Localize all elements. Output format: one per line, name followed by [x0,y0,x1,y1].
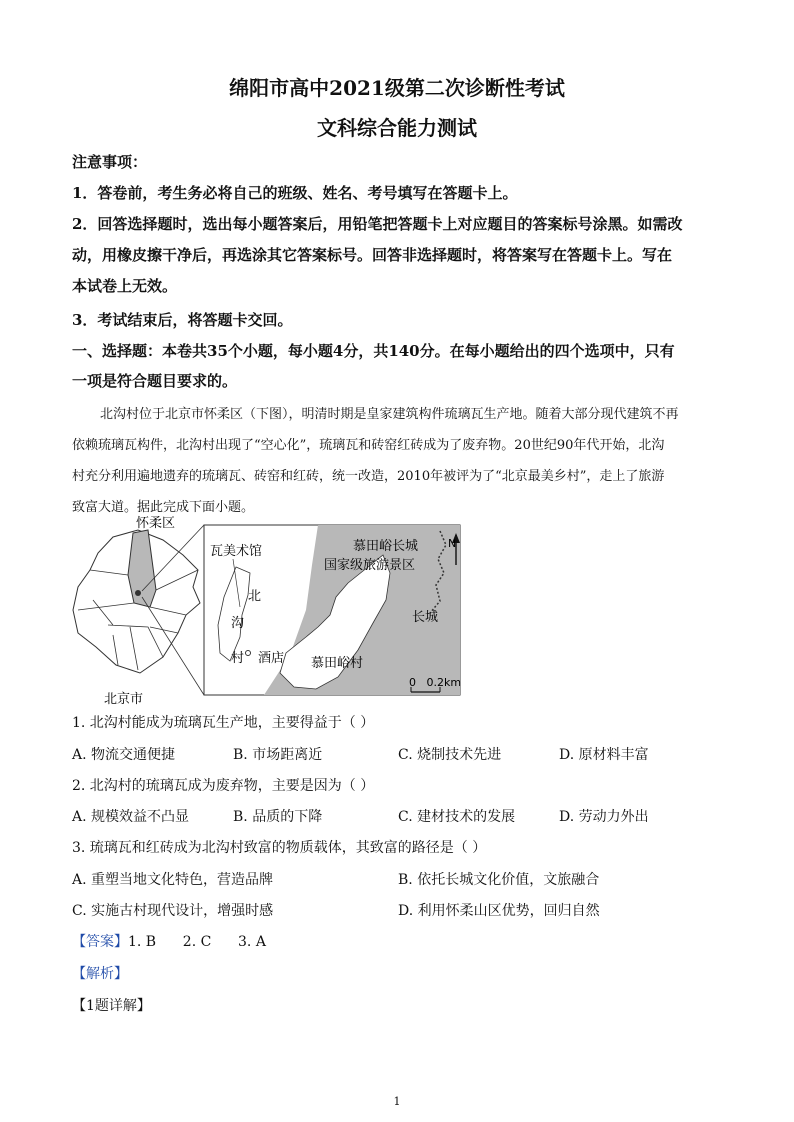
question-2-option-a: A. 规模效益不凸显 [72,809,190,825]
notice-item-2-line2: 动，用橡皮擦干净后，再选涂其它答案标号。回答非选择题时，将答案写在答题卡上。写在 [72,246,673,264]
map-label-museum: 瓦美术馆 [210,544,263,559]
passage-line2: 依赖琉璃瓦构件，北沟村出现了“空心化”，琉璃瓦和砖窑红砖成为了废弃物。20世纪90年代开始，北沟 [72,438,665,453]
location-map [68,515,468,710]
answer-values: 1. B 2. C 3. A [128,934,266,950]
answer-label: 【答案】 [72,934,128,950]
beijing-district-map [73,530,200,673]
map-label-greatwall: 长城 [412,610,439,625]
question-1-stem: 1. 北沟村能成为琉璃瓦生产地，主要得益于（ ） [72,715,375,731]
question-1-option-d: D. 原材料丰富 [559,747,649,763]
question-2-option-c: C. 建材技术的发展 [398,809,516,825]
question-1-option-b: B. 市场距离近 [233,747,323,763]
north-arrow-label: N [448,537,457,550]
question-1-option-c: C. 烧制技术先进 [398,747,502,763]
notice-heading: 注意事项： [72,153,148,171]
map-label-hotel: 酒店 [258,651,285,666]
notice-item-3: 3．考试结束后，将答题卡交回。 [72,311,293,329]
detail-label: 【1题详解】 [72,998,151,1014]
exam-subtitle: 文科综合能力测试 [317,116,477,140]
question-3-option-c: C. 实施古村现代设计，增强时感 [72,903,274,919]
map-label-mutianyu-line2: 国家级旅游景区 [324,558,416,573]
section-heading-line2: 一项是符合题目要求的。 [72,372,238,390]
analysis-label: 【解析】 [72,966,128,982]
map-label-beigou-3: 村 [231,651,245,666]
notice-item-2-line3: 本试卷上无效。 [72,277,178,295]
map-label-mutianyu-line1: 慕田峪长城 [353,539,419,554]
exam-title: 绵阳市高中2021级第二次诊断性考试 [229,76,565,100]
question-3-option-d: D. 利用怀柔山区优势，回归自然 [398,903,600,919]
scale-label: 0 0.2km [409,676,462,689]
question-1-option-a: A. 物流交通便捷 [72,747,176,763]
beigou-location-dot [135,590,141,596]
map-label-beigou-1: 北 [248,589,262,604]
map-label-beigou-2: 沟 [231,616,245,631]
question-3-option-a: A. 重塑当地文化特色，营造品牌 [72,872,274,888]
map-label-huairou: 怀柔区 [136,516,176,531]
page-number: 1 [393,1095,401,1108]
answer-row [72,931,266,951]
question-3-option-b: B. 依托长城文化价值，文旅融合 [398,872,600,888]
question-2-stem: 2. 北沟村的琉璃瓦成为废弃物，主要是因为（ ） [72,778,375,794]
notice-item-1: 1．答卷前，考生务必将自己的班级、姓名、考号填写在答题卡上。 [72,184,518,202]
passage-line4: 致富大道。据此完成下面小题。 [72,500,255,515]
map-label-beijing: 北京市 [104,692,144,707]
question-2-option-d: D. 劳动力外出 [559,809,649,825]
passage-line1: 北沟村位于北京市怀柔区（下图），明清时期是皇家建筑构件琉璃瓦生产地。随着大部分现代建筑不再 [100,407,679,422]
passage-line3: 村充分利用遍地遗弃的琉璃瓦、砖窑和红砖，统一改造，2010年被评为了“北京最美乡村”，走上了旅游 [72,469,665,484]
question-2-option-b: B. 品质的下降 [233,809,323,825]
question-3-stem: 3. 琉璃瓦和红砖成为北沟村致富的物质载体，其致富的路径是（ ） [72,840,487,856]
section-heading-line1: 一、选择题：本卷共35个小题，每小题4分，共140分。在每小题给出的四个选项中，只有 [72,342,675,360]
notice-item-2-line1: 2．回答选择题时，选出每小题答案后，用铅笔把答题卡上对应题目的答案标号涂黑。如需改 [72,215,683,233]
map-label-village: 慕田峪村 [311,656,364,671]
